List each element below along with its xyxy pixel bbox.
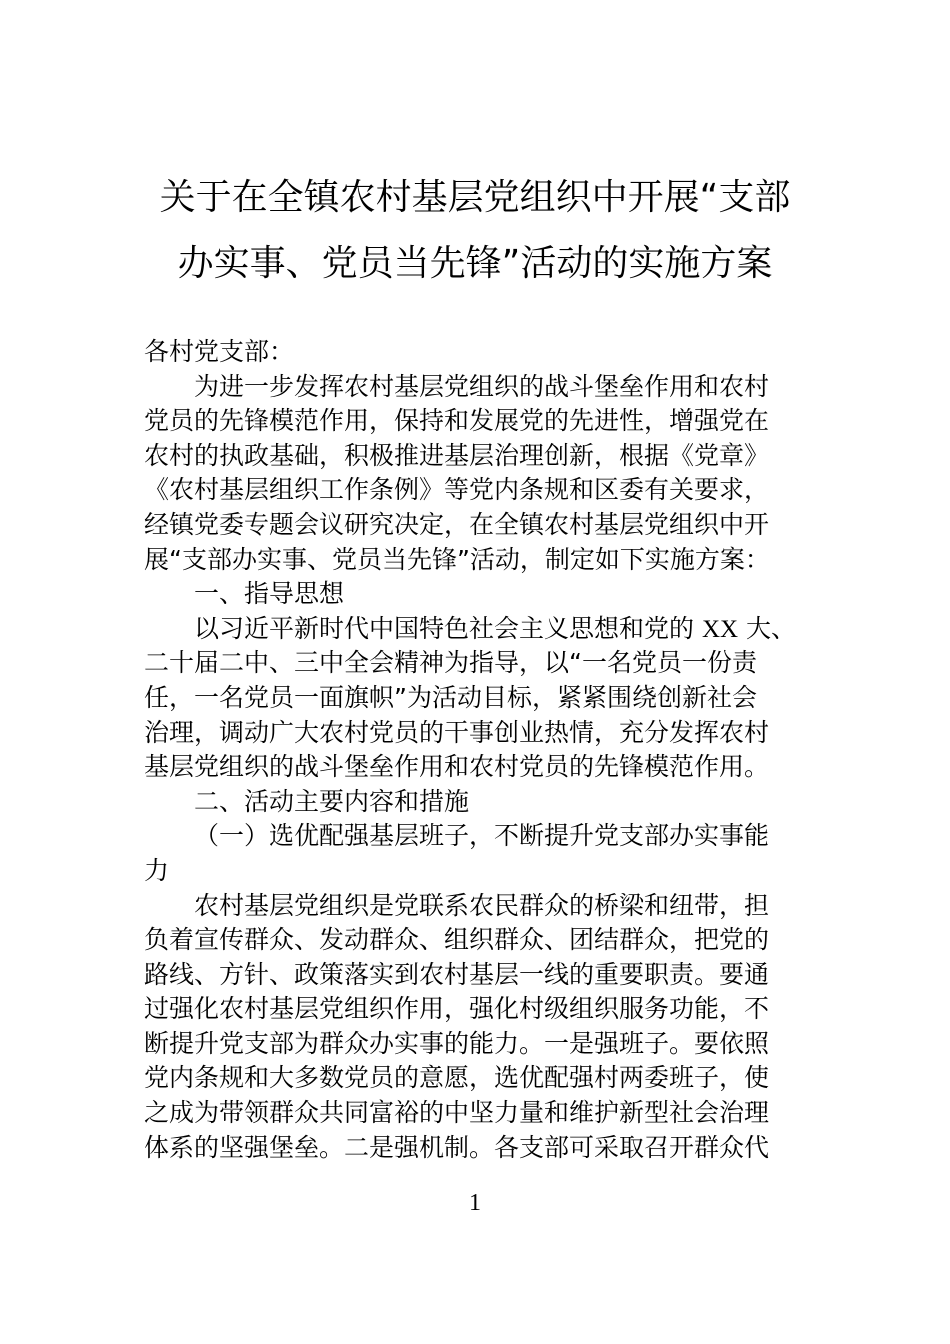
guidance-line <box>144 612 808 647</box>
guidance-prefix: 以习近平新时代中国特色社会主义思想和党的 <box>194 613 695 643</box>
rural-line: 之成为带领群众共同富裕的中坚力量和维护新型社会治理 <box>144 1098 770 1128</box>
rural-line: 断提升党支部为群众办实事的能力。一是强班子。要依照 <box>144 1028 770 1058</box>
rural-line: 农村基层党组织是党联系农民群众的桥梁和纽带，担 <box>194 890 770 920</box>
document-title-line-2: 办实事、党员当先锋”活动的实施方案 <box>177 243 773 284</box>
subheading-line: （一）选优配强基层班子，不断提升党支部办实事能 <box>194 821 770 851</box>
subheading-line: 力 <box>144 855 170 885</box>
intro-line: 农村的执政基础，积极推进基层治理创新，根据《党章》 <box>144 440 770 470</box>
salutation: 各村党支部： <box>144 337 295 366</box>
guidance-line: 治理，调动广大农村党员的干事创业热情，充分发挥农村 <box>144 717 770 747</box>
intro-line: 为进一步发挥农村基层党组织的战斗堡垒作用和农村 <box>194 371 770 401</box>
document-title-line-1: 关于在全镇农村基层党组织中开展“支部 <box>159 177 791 218</box>
section-heading-guidance: 一、指导思想 <box>194 579 345 609</box>
document-body <box>144 335 808 1165</box>
intro-line: 党员的先锋模范作用，保持和发展党的先进性，增强党在 <box>144 406 770 436</box>
guidance-line: 基层党组织的战斗堡垒作用和农村党员的先锋模范作用。 <box>144 752 770 782</box>
rural-line: 路线、方针、政策落实到农村基层一线的重要职责。要通 <box>144 959 770 989</box>
rural-line: 体系的坚强堡垒。二是强机制。各支部可采取召开群众代 <box>144 1132 770 1162</box>
congress-number: XX <box>701 615 739 643</box>
guidance-suffix: 大、 <box>746 613 797 643</box>
guidance-line: 二十届二中、三中全会精神为指导，以“一名党员一份责 <box>144 648 757 678</box>
guidance-line: 任，一名党员一面旗帜”为活动目标，紧紧围绕创新社会 <box>144 682 757 712</box>
intro-line: 《农村基层组织工作条例》等党内条规和区委有关要求， <box>144 475 770 505</box>
intro-line: 展“支部办实事、党员当先锋”活动，制定如下实施方案： <box>144 544 770 574</box>
rural-line: 负着宣传群众、发动群众、组织群众、团结群众，把党的 <box>144 925 770 955</box>
rural-line: 过强化农村基层党组织作用，强化村级组织服务功能，不 <box>144 994 770 1024</box>
section-heading-measures: 二、活动主要内容和措施 <box>194 786 470 816</box>
page-number: 1 <box>469 1190 481 1216</box>
rural-line: 党内条规和大多数党员的意愿，选优配强村两委班子，使 <box>144 1063 770 1093</box>
intro-line: 经镇党委专题会议研究决定，在全镇农村基层党组织中开 <box>144 509 770 539</box>
